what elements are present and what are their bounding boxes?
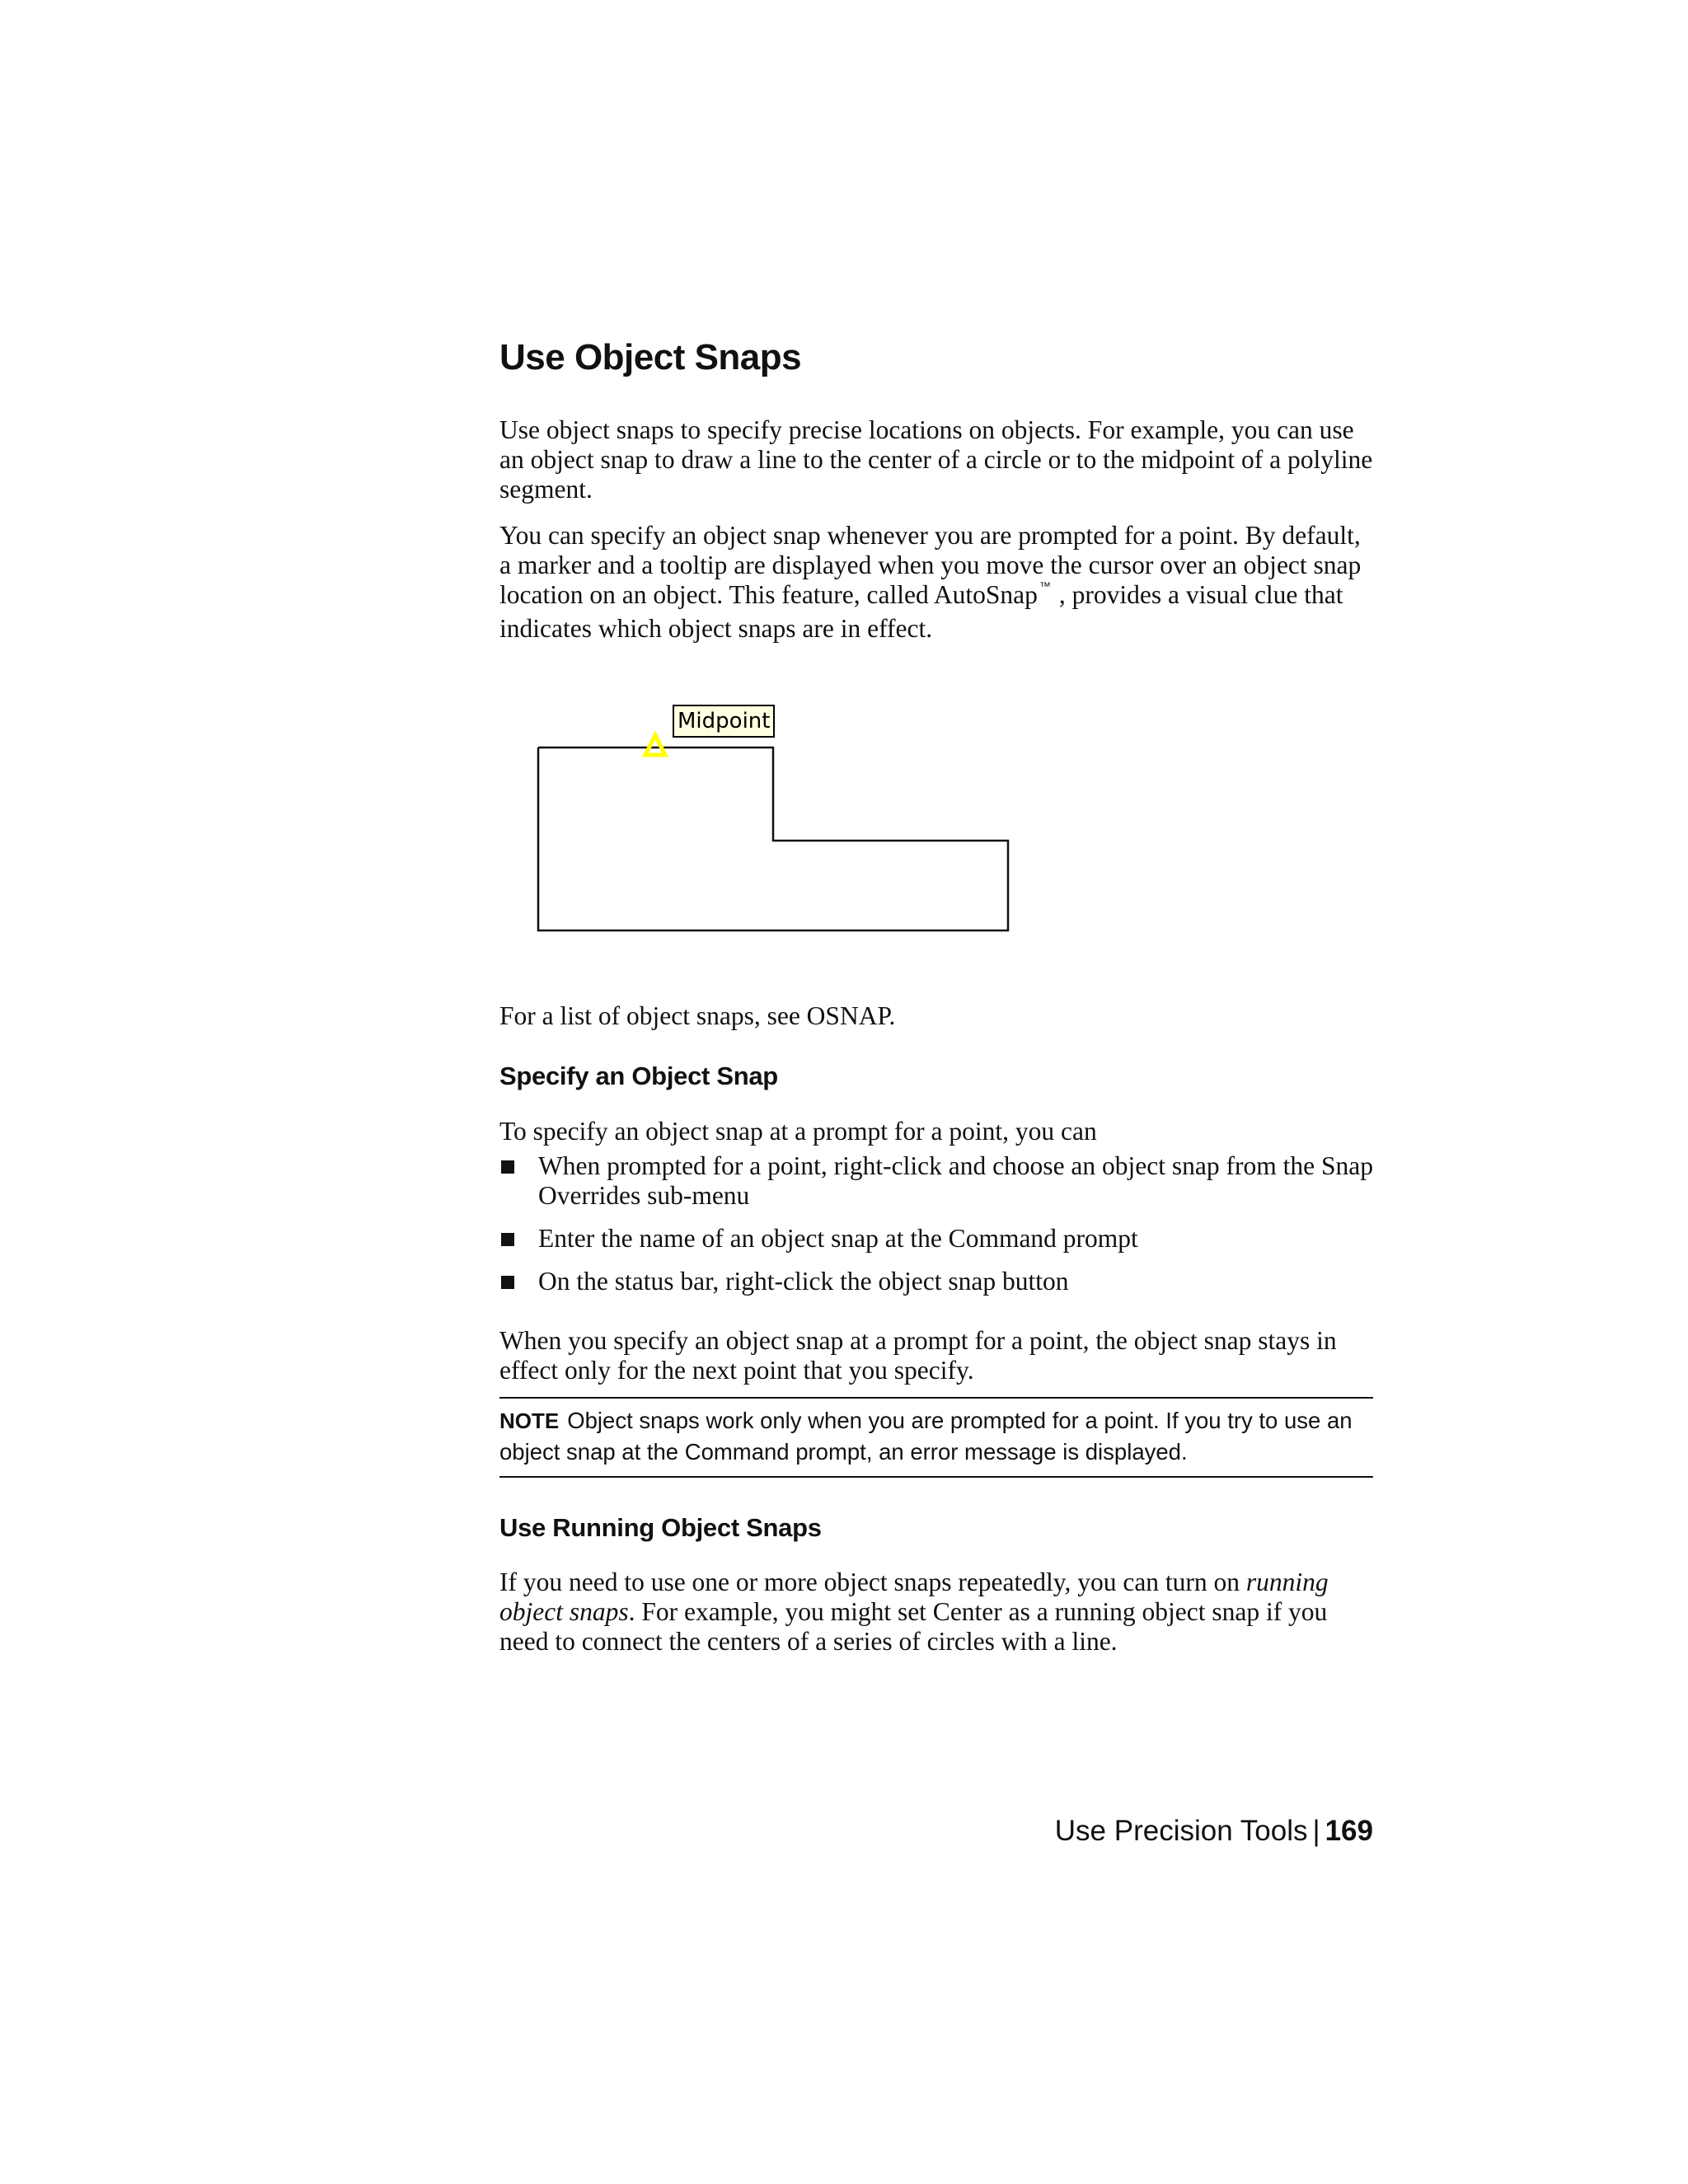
list-item-text: Enter the name of an object snap at the Command prompt <box>538 1223 1138 1253</box>
intro-paragraph-1: Use object snaps to specify precise locations on objects. For example, you can use an object snap to draw a line to the center of a circle or to the midpoint of a polyline segment. <box>499 415 1373 504</box>
intro-paragraph-2-part-b: , provides a visual clue that indicates which object snaps are in effect. <box>499 580 1343 644</box>
footer-chapter-title: Use Precision Tools <box>1054 1815 1308 1847</box>
note-label: NOTE <box>499 1408 560 1433</box>
section-running-text <box>499 1568 1373 1657</box>
midpoint-tooltip: Midpoint <box>673 705 775 738</box>
section-running-text-a: If you need to use one or more object snaps repeatedly, you can turn on <box>499 1567 1246 1596</box>
polyline-shape <box>538 748 1008 930</box>
note-text: Object snaps work only when you are prompted for a point. If you try to use an object snap at the Command prompt, an error message is displayed. <box>499 1407 1353 1465</box>
midpoint-marker-icon <box>645 735 665 755</box>
footer-separator: | <box>1312 1815 1320 1847</box>
list-item <box>499 1151 1373 1211</box>
page-number: 169 <box>1325 1815 1373 1847</box>
list-item-text: On the status bar, right-click the object snap button <box>538 1266 1069 1296</box>
page-footer <box>1055 1815 1373 1848</box>
list-item <box>499 1267 1373 1296</box>
section-heading-specify: Specify an Object Snap <box>499 1062 778 1091</box>
page-title: Use Object Snaps <box>499 337 802 377</box>
section-specify-after: When you specify an object snap at a prompt for a point, the object snap stays in effect only for the next point that you specify. <box>499 1325 1337 1385</box>
section-running-emphasis: running object snaps <box>499 1567 1329 1626</box>
autosnap-figure <box>499 696 1373 968</box>
polyline-drawing <box>499 696 1373 968</box>
intro-paragraph-2-part-a: You can specify an object snap whenever you are prompted for a point. By default, a marker and a tooltip are displayed when you move the cursor over an object snap location on an object. This feature, called AutoSnap <box>499 521 1362 610</box>
trademark-symbol: ™ <box>1039 579 1051 593</box>
bullet-square-icon <box>501 1160 514 1174</box>
section-specify-lead: To specify an object snap at a prompt for a point, you can <box>499 1116 1097 1146</box>
page-content <box>499 338 1373 1673</box>
intro-paragraph-2 <box>499 521 1373 644</box>
osnap-reference: For a list of object snaps, see OSNAP. <box>499 1001 896 1031</box>
list-item <box>499 1224 1373 1254</box>
list-item-text: When prompted for a point, right-click and choose an object snap from the Snap Overrides sub-menu <box>538 1151 1373 1210</box>
specify-options-list <box>499 1151 1373 1296</box>
bullet-square-icon <box>501 1233 514 1246</box>
section-running-text-b: . For example, you might set Center as a running object snap if you need to connect the centers of a series of circles with a line. <box>499 1596 1328 1656</box>
bullet-square-icon <box>501 1276 514 1289</box>
note-box <box>499 1397 1373 1478</box>
section-heading-running: Use Running Object Snaps <box>499 1512 822 1542</box>
